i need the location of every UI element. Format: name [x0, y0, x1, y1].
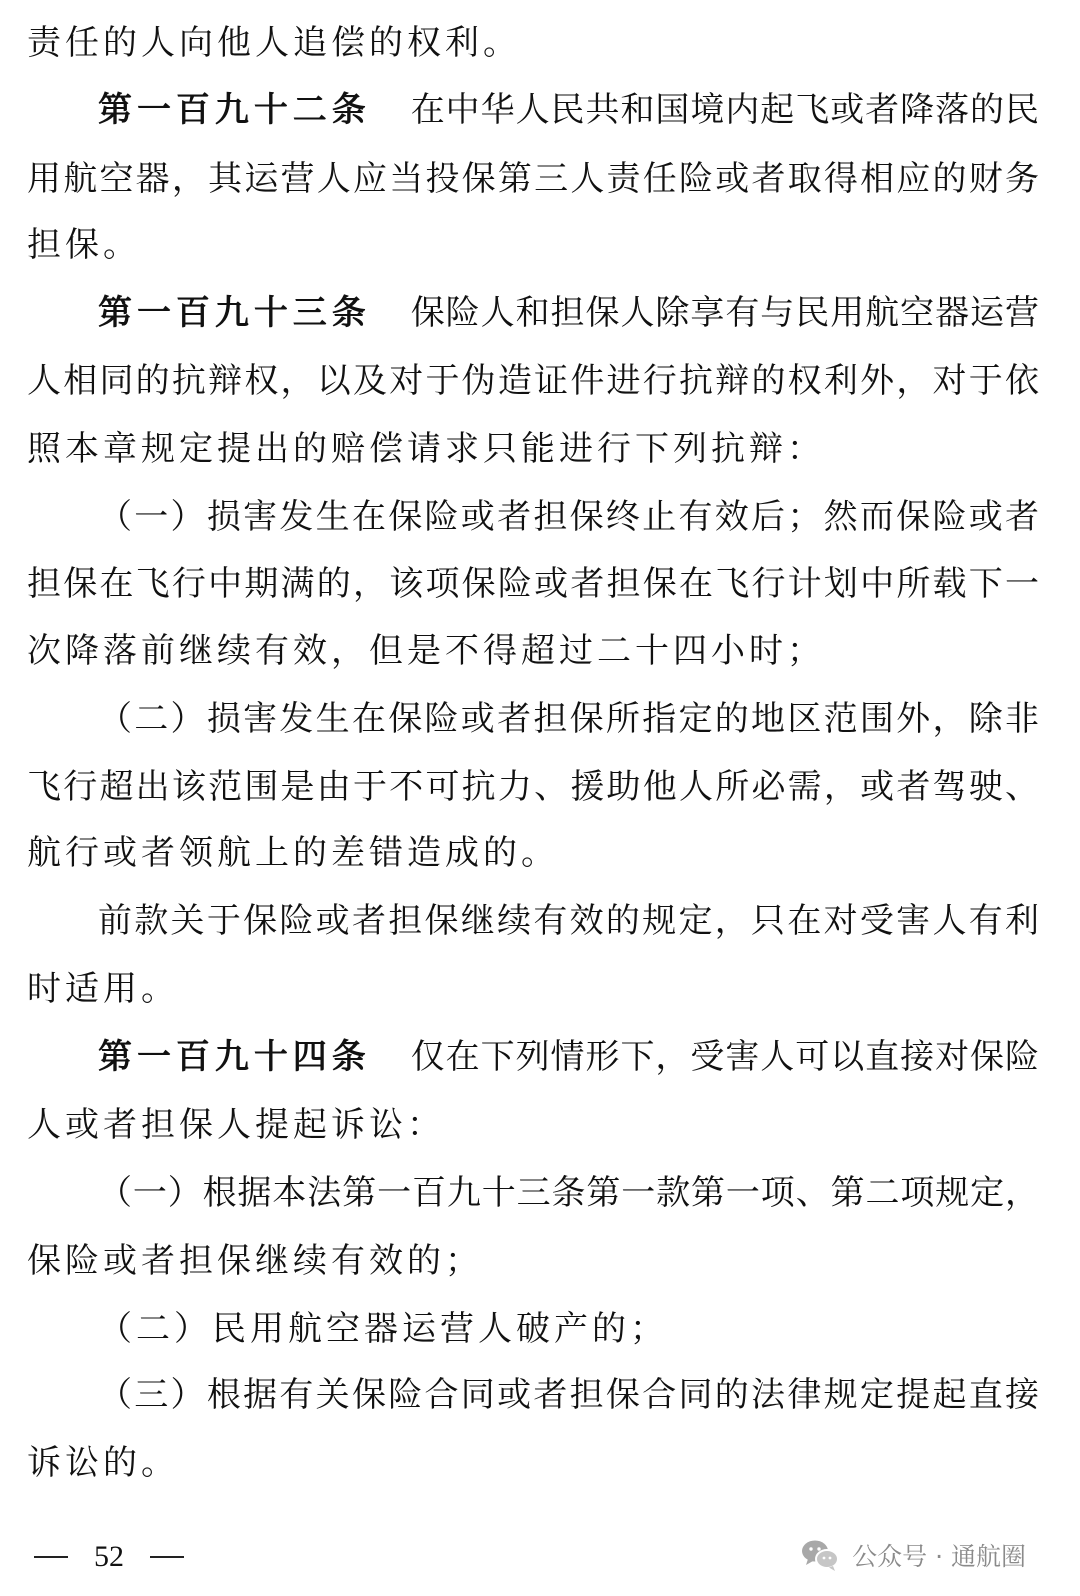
- text-line: 时适用。: [27, 969, 179, 1009]
- text-line: （一）根据本法第一百九十三条第一款第一项、第二项规定，: [98, 1173, 1039, 1213]
- dash-right: [150, 1556, 184, 1558]
- watermark-label: 公众号 · 通航圈: [852, 1542, 1026, 1571]
- text-line: 照本章规定提出的赔偿请求只能进行下列抗辩：: [27, 429, 825, 469]
- text-line: 人相同的抗辩权，以及对于伪造证件进行抗辩的权利外，对于依: [27, 361, 1039, 401]
- text-line: 前款关于保险或者担保继续有效的规定，只在对受害人有利: [98, 901, 1039, 941]
- page-number: 52: [94, 1540, 124, 1573]
- text-line: 责任的人向他人追偿的权利。: [27, 23, 521, 63]
- article-heading: 第一百九十二条: [98, 90, 371, 130]
- text-line: 航行或者领航上的差错造成的。: [27, 833, 559, 873]
- wechat-icon: [800, 1538, 840, 1572]
- page-number-footer: [34, 1532, 184, 1582]
- text-line: （一）损害发生在保险或者担保终止有效后；然而保险或者: [98, 497, 1039, 537]
- article-text: 在中华人民共和国境内起飞或者降落的民: [410, 90, 1039, 130]
- text-line: 次降落前继续有效，但是不得超过二十四小时；: [27, 631, 825, 671]
- watermark: [800, 1532, 1026, 1578]
- article-heading: 第一百九十三条: [98, 293, 371, 333]
- text-line: （二）民用航空器运营人破产的；: [98, 1309, 668, 1349]
- article-text: 保险人和担保人除享有与民用航空器运营: [410, 293, 1039, 333]
- text-line: 保险或者担保继续有效的；: [27, 1241, 483, 1281]
- article-heading: 第一百九十四条: [98, 1037, 371, 1077]
- text-line: 人或者担保人提起诉讼：: [27, 1105, 445, 1145]
- text-line: 担保。: [27, 225, 141, 265]
- article-192-first-line: [98, 79, 1039, 141]
- dash-left: [34, 1556, 68, 1558]
- article-193-first-line: [98, 282, 1039, 344]
- text-line: （三）根据有关保险合同或者担保合同的法律规定提起直接: [98, 1375, 1039, 1415]
- text-line: 用航空器，其运营人应当投保第三人责任险或者取得相应的财务: [27, 159, 1039, 199]
- article-194-first-line: [98, 1026, 1039, 1088]
- article-text: 仅在下列情形下，受害人可以直接对保险: [410, 1037, 1039, 1077]
- text-line: 飞行超出该范围是由于不可抗力、援助他人所必需，或者驾驶、: [27, 767, 1039, 807]
- text-line: （二）损害发生在保险或者担保所指定的地区范围外，除非: [98, 699, 1039, 739]
- text-line: 担保在飞行中期满的，该项保险或者担保在飞行计划中所载下一: [27, 564, 1039, 604]
- text-line: 诉讼的。: [27, 1443, 179, 1483]
